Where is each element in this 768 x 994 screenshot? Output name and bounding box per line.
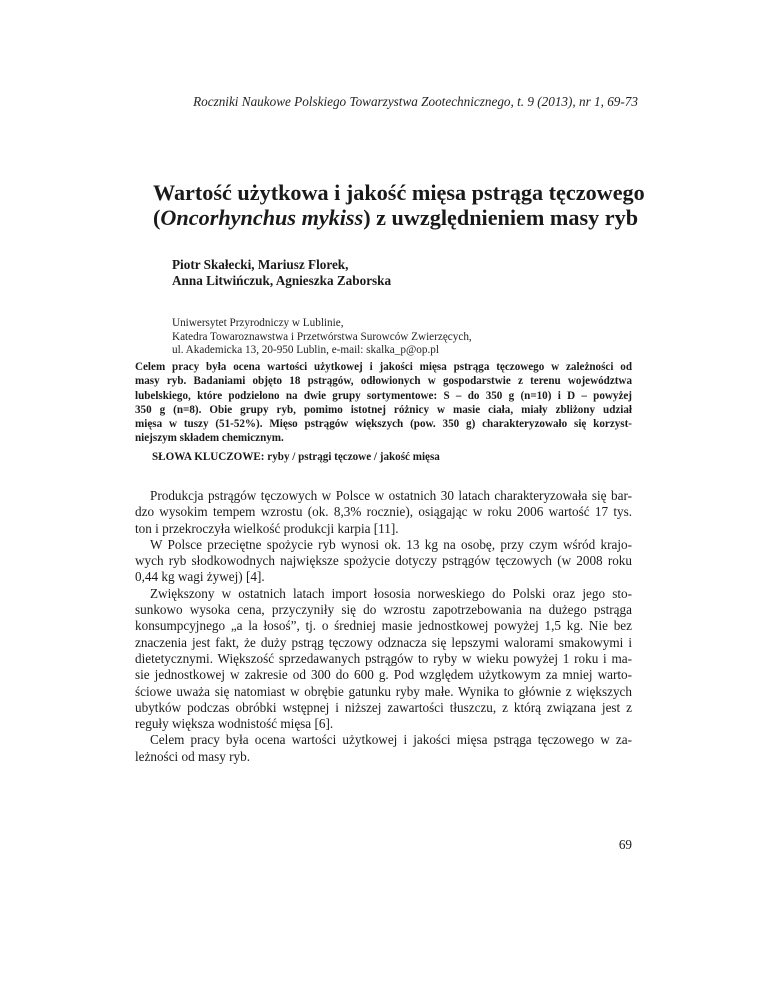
paragraph-4 <box>135 732 632 765</box>
abstract-line: Celem pracy była ocena wartości użytkowej i jakości mięsa pstrąga tęczowego w zależności od <box>135 361 632 373</box>
body-line: sie jednostkowej w zakresie od 300 do 600 g. Pod względem użytkowym za mniej warto- <box>135 667 632 683</box>
running-head: Roczniki Naukowe Polskiego Towarzystwa Zootechnicznego, t. 9 (2013), nr 1, 69-73 <box>193 94 638 109</box>
title-latin-name: Oncorhynchus mykiss <box>160 205 364 230</box>
body-line: 0,44 kg wagi żywej) [4]. <box>135 569 265 585</box>
paragraph-3 <box>135 586 632 733</box>
title-line-2 <box>153 205 639 230</box>
body-line: ściowe uważa się natomiast w obrębie gatunku ryby małe. Wynika to głównie z większych <box>135 683 632 699</box>
abstract-line: 350 g (n=8). Obie grupy ryb, pomimo istotnej różnicy w masie ciała, miały zbliżony udział <box>135 403 632 416</box>
abstract <box>135 360 632 446</box>
body-line: ubytków podczas obróbki wstępnej i niższej zawartości tłuszczu, z którą związana jest z <box>135 699 632 715</box>
keywords <box>152 451 622 463</box>
title-line-2-rest: ) z uwzględnieniem masy ryb <box>363 205 639 230</box>
article-title <box>153 180 645 230</box>
body-line: W Polsce przeciętne spożycie ryb wynosi ok. 13 kg na osobę, przy czym wśród krajo- <box>150 536 632 552</box>
keywords-label: SŁOWA KLUCZOWE: <box>152 451 265 463</box>
title-paren-open: ( <box>153 205 161 230</box>
body-text <box>135 488 632 765</box>
authors-line-2: Anna Litwińczuk, Agnieszka Zaborska <box>172 273 392 288</box>
affiliation <box>172 317 592 358</box>
body-line: Produkcja pstrągów tęczowych w Polsce w ostatnich 30 latach charakteryzowała się bar- <box>150 488 632 503</box>
body-line: Celem pracy była ocena wartości użytkowej i jakości mięsa pstrąga tęczowego w za- <box>150 732 632 748</box>
affiliation-line-3: ul. Akademicka 13, 20-950 Lublin, e-mail: skalka_p@op.pl <box>172 344 439 357</box>
body-line: znaczenia jest fakt, że duży pstrąg tęczowy odznacza się lepszymi walorami smakowymi i <box>135 634 632 650</box>
affiliation-line-2: Katedra Towaroznawstwa i Przetwórstwa Surowców Zwierzęcych, <box>172 330 472 343</box>
body-line: dzo wysokim tempem wzrostu (ok. 8,3% rocznie), osiągając w roku 2006 wartość 17 tys. <box>135 504 632 520</box>
paragraph-1 <box>135 488 632 537</box>
abstract-line: masy ryb. Badaniami objęto 18 pstrągów, odłowionych w gospodarstwie z terenu województwa <box>135 375 632 388</box>
body-line: wych ryb słodkowodnych największe spożycie dotyczy pstrągów tęczowych (w 2008 roku <box>135 553 632 569</box>
body-line: leżności od masy ryb. <box>135 748 250 764</box>
abstract-line: mięsa w tuszy (51-52%). Mięso pstrągów większych (pow. 350 g) charakteryzowało się korzyst- <box>135 418 632 431</box>
keywords-values: ryby / pstrągi tęczowe / jakość mięsa <box>267 451 440 463</box>
body-line: reguły większa wodnistość mięsa [6]. <box>135 716 334 732</box>
title-line-1: Wartość użytkowa i jakość mięsa pstrąga tęczowego <box>153 180 645 205</box>
affiliation-line-1: Uniwersytet Przyrodniczy w Lublinie, <box>172 317 344 329</box>
authors-line-1: Piotr Skałecki, Mariusz Florek, <box>172 257 349 272</box>
body-line: konsumpcyjnego „a la łosoś”, tj. o średniej masie jednostkowej powyżej 1,5 kg. Nie bez <box>135 618 632 634</box>
body-line: ton i przekroczyła wielkość produkcji karpia [11]. <box>135 520 399 536</box>
body-line: Zwiększony w ostatnich latach import łososia norweskiego do Polski oraz jego sto- <box>150 585 632 601</box>
authors <box>172 257 592 289</box>
body-line: dietetycznymi. Większość sprzedawanych pstrągów to ryby w wieku powyżej 1 roku i ma- <box>135 650 632 666</box>
abstract-line: niejszym składem chemicznym. <box>135 432 284 445</box>
abstract-line: lubelskiego, które podzielono na dwie grupy sortymentowe: S – do 350 g (n=10) i D – powyżej <box>135 389 632 402</box>
page-number: 69 <box>618 837 632 852</box>
paragraph-2 <box>135 537 632 586</box>
body-line: sunkowo wysoka cena, przyczyniły się do wzrostu zapotrzebowania na dużego pstrąga <box>135 602 632 618</box>
